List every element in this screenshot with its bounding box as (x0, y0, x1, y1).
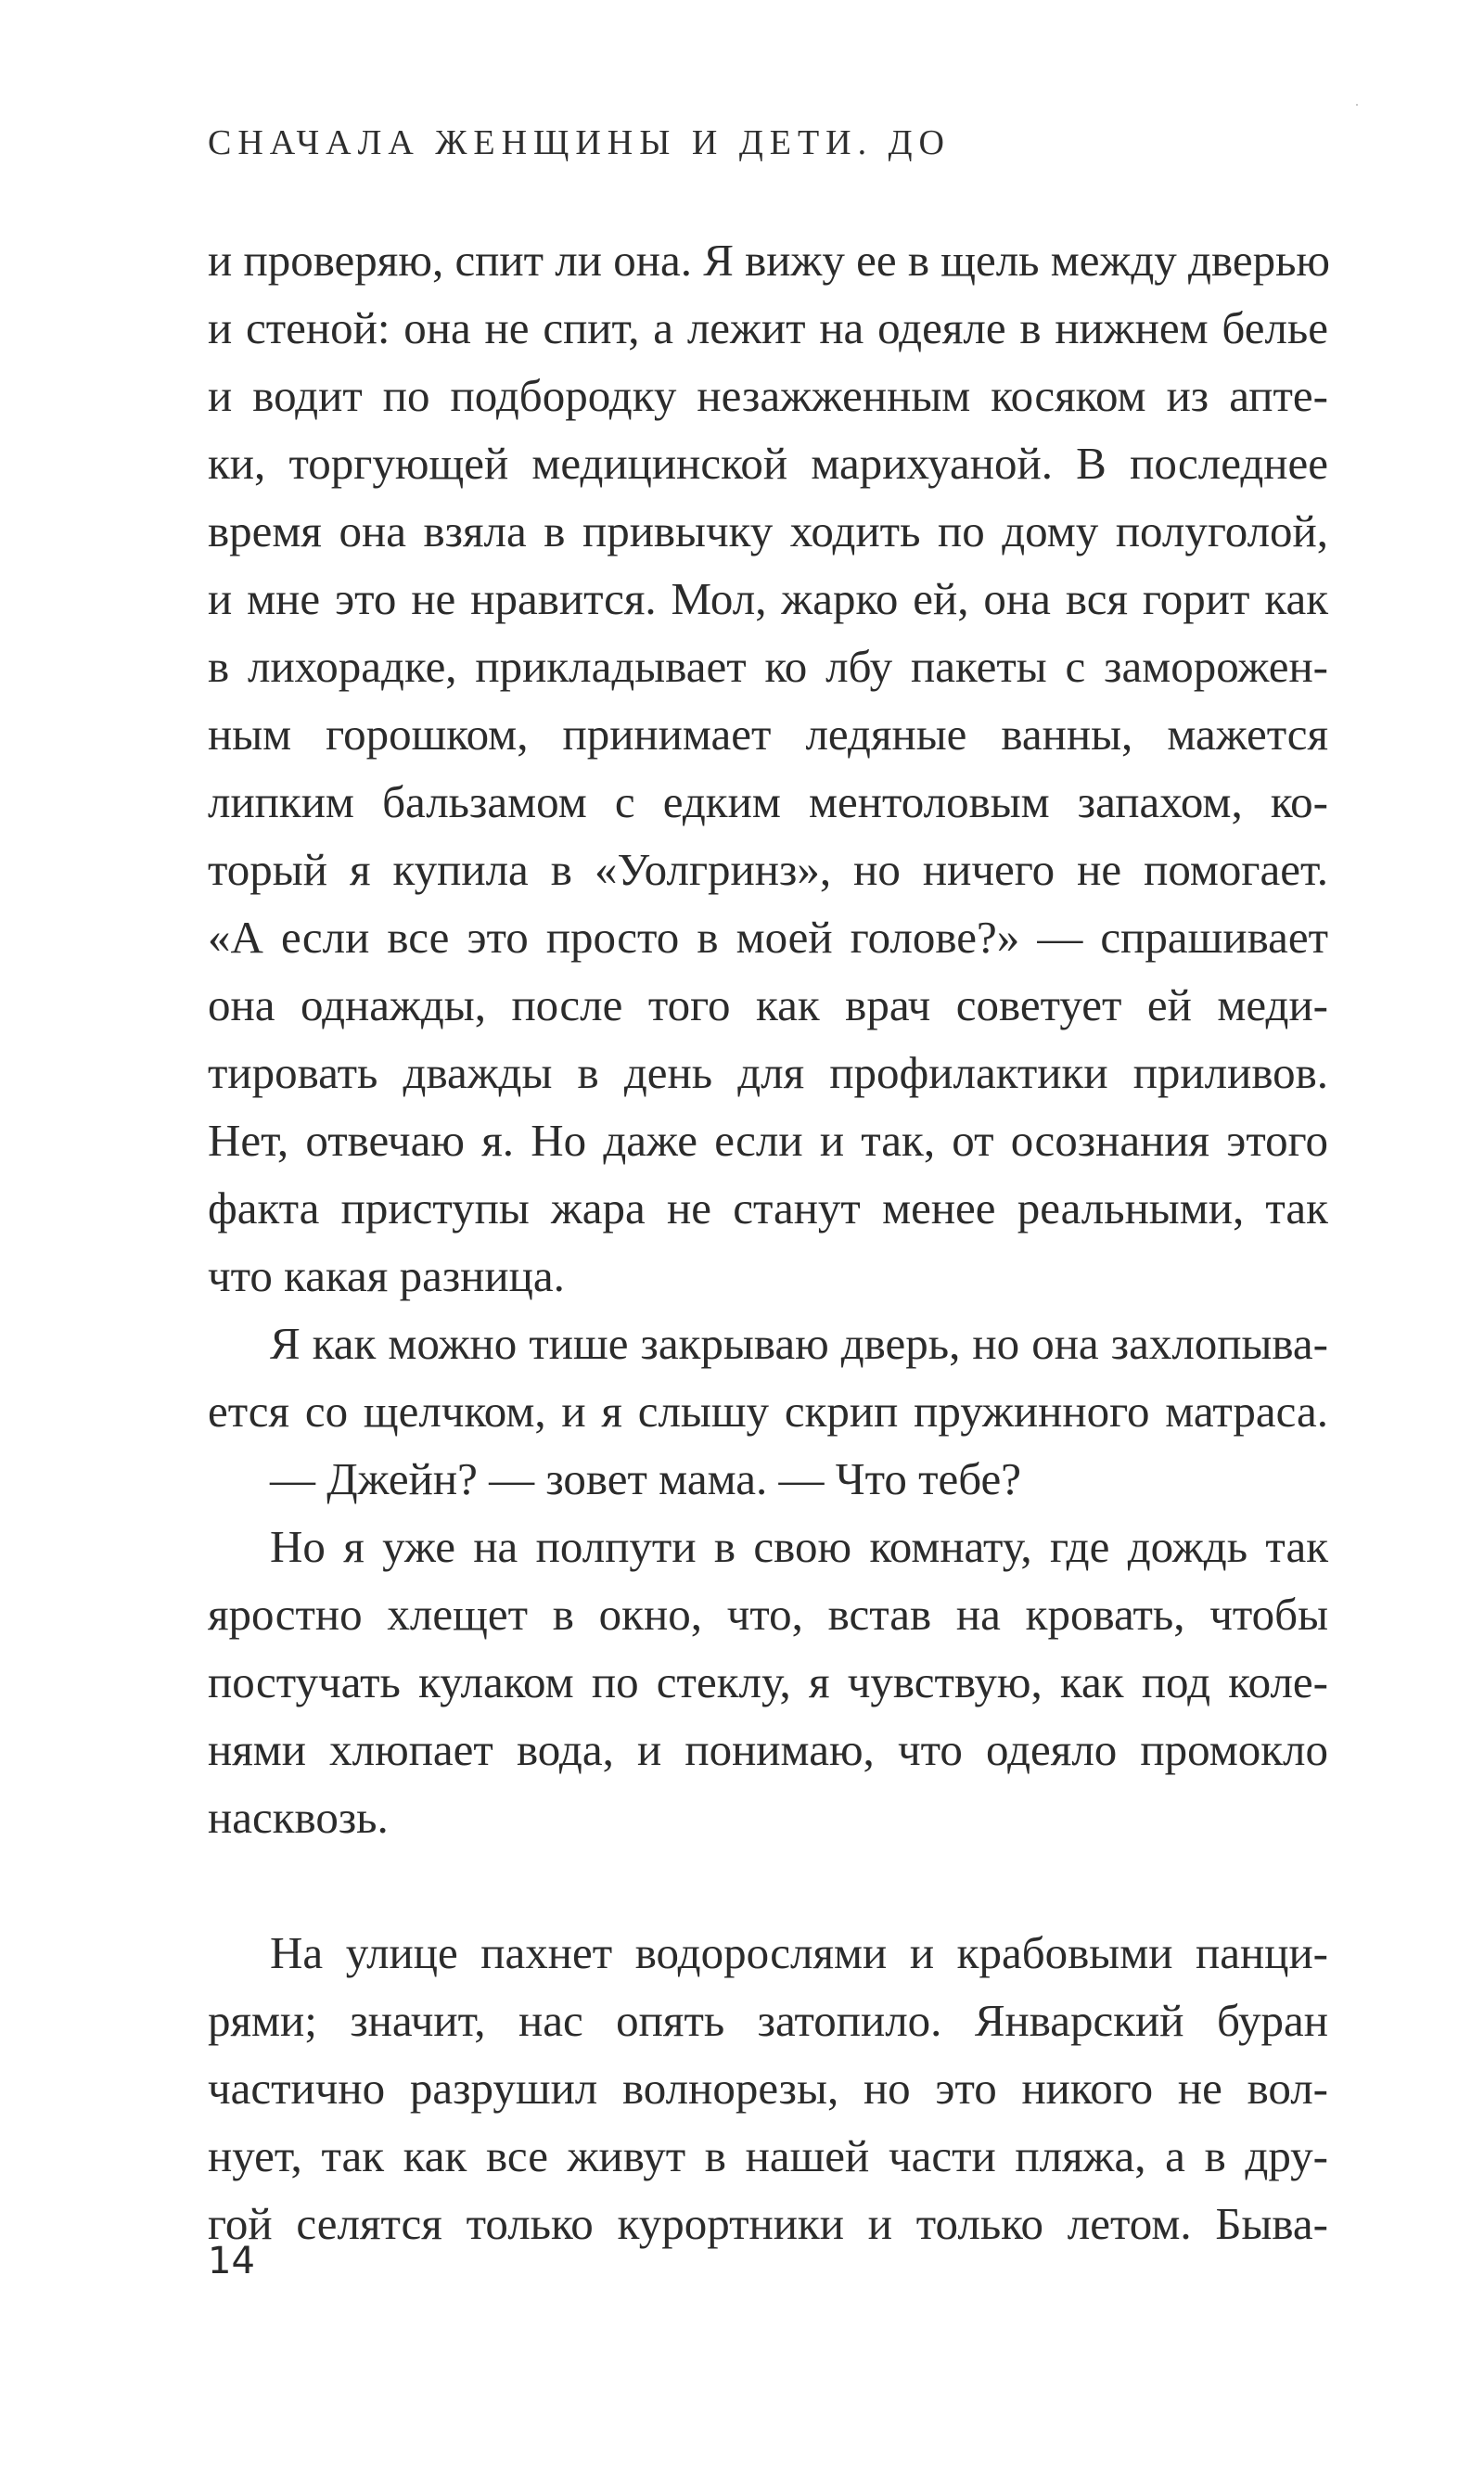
text-line: На улице пахнет водорослями и крабовыми панци- (270, 1927, 1328, 1978)
text-line: и стеной: она не спит, а лежит на одеяле в нижнем белье (208, 302, 1328, 353)
text-line: Нет, отвечаю я. Но даже если и так, от осознания этого (208, 1115, 1328, 1166)
text-line: частично разрушил волнорезы, но это никого не вол- (208, 2063, 1328, 2114)
text-line: насквозь. (208, 1792, 389, 1843)
text-line: — Джейн? — зовет мама. — Что тебе? (270, 1453, 1022, 1504)
text-line: она однажды, после того как врач советует ей меди- (208, 979, 1328, 1030)
text-line: постучать кулаком по стеклу, я чувствую, как под коле- (208, 1656, 1328, 1707)
text-line: нует, так как все живут в нашей части пляжа, а в дру- (208, 2130, 1328, 2181)
text-line: и проверяю, спит ли она. Я вижу ее в щель между дверью (208, 235, 1331, 286)
text-line: в лихорадке, прикладывает ко лбу пакеты с заморожен- (208, 641, 1328, 692)
text-line: тировать дважды в день для профилактики приливов. (208, 1047, 1328, 1098)
text-line: ется со щелчком, и я слышу скрип пружинного матраса. (208, 1386, 1328, 1437)
text-line: и мне это не нравится. Мол, жарко ей, она вся горит как (208, 573, 1328, 624)
text-line: что какая разница. (208, 1250, 565, 1301)
page-mark (1356, 104, 1358, 106)
text-line: Я как можно тише закрываю дверь, но она захлопыва- (270, 1318, 1328, 1369)
running-head: СНАЧАЛА ЖЕНЩИНЫ И ДЕТИ. ДО (208, 123, 951, 162)
text-line: липким бальзамом с едким ментоловым запахом, ко- (208, 776, 1328, 827)
text-line: и водит по подбородку незажженным косяком из апте- (208, 370, 1328, 421)
text-line: ки, торгующей медицинской марихуаной. В последнее (208, 438, 1328, 489)
text-line: «А если все это просто в моей голове?» — спрашивает (208, 912, 1328, 963)
page-number: 14 (208, 2240, 255, 2282)
text-line: рями; значит, нас опять затопило. Январский буран (208, 1995, 1328, 2046)
text-line: яростно хлещет в окно, что, встав на кровать, чтобы (208, 1589, 1328, 1640)
text-line: нями хлюпает вода, и понимаю, что одеяло промокло (208, 1724, 1328, 1775)
text-line: гой селятся только курортники и только летом. Быва- (208, 2198, 1328, 2249)
text-line: факта приступы жара не станут менее реальными, так (208, 1182, 1328, 1234)
text-line: время она взяла в привычку ходить по дому полуголой, (208, 505, 1328, 556)
text-line: торый я купила в «Уолгринз», но ничего не помогает. (208, 844, 1328, 895)
text-line: Но я уже на полпути в свою комнату, где дождь так (270, 1521, 1328, 1572)
text-line: ным горошком, принимает ледяные ванны, мажется (208, 709, 1328, 760)
